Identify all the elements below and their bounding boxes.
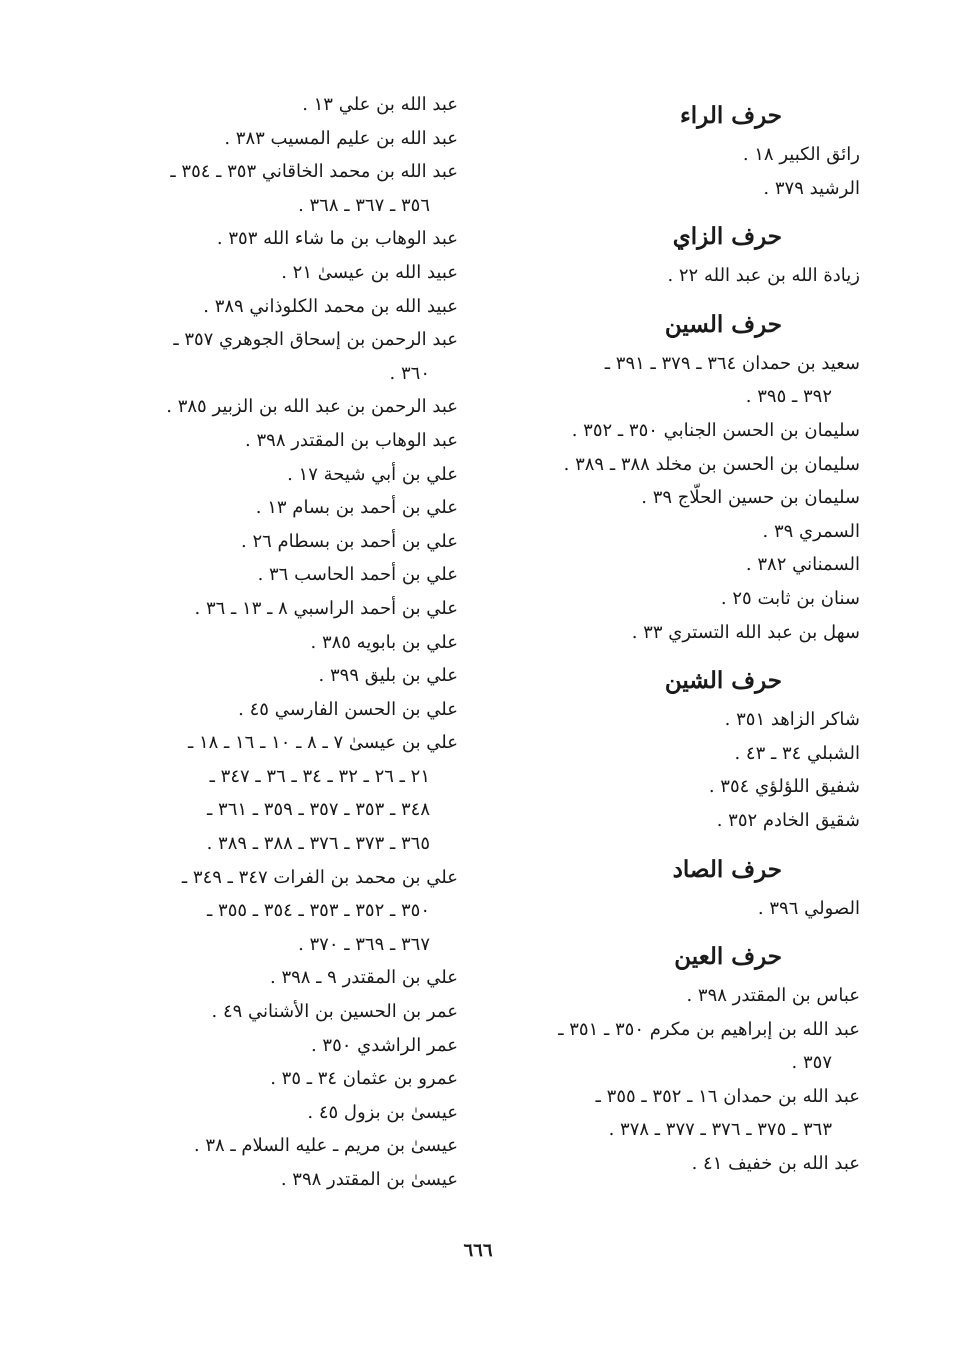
index-entry xyxy=(68,659,458,693)
entry-line: عبد الله بن علي ١٣ . xyxy=(302,94,458,115)
index-entry xyxy=(68,424,458,458)
index-entry xyxy=(460,414,860,448)
index-entry xyxy=(460,548,860,582)
entry-continuation-line: ٣٦٠ . xyxy=(389,362,430,384)
index-entry xyxy=(68,558,458,592)
index-entry xyxy=(68,726,458,860)
entry-continuation-line: ٣٤٨ ـ ٣٥٣ ـ ٣٥٧ ـ ٣٥٩ ـ ٣٦١ ـ xyxy=(207,799,430,821)
index-entry xyxy=(68,390,458,424)
index-entry xyxy=(460,1080,860,1147)
index-entry xyxy=(68,525,458,559)
entry-continuation-line: ٣٥٦ ـ ٣٦٧ ـ ٣٦٨ . xyxy=(298,194,430,216)
letter-section-heading: حرف الزاي xyxy=(672,223,782,251)
entry-line: سعيد بن حمدان ٣٦٤ ـ ٣٧٩ ـ ٣٩١ ـ xyxy=(604,352,860,374)
entry-line: السمناني ٣٨٢ . xyxy=(745,554,860,576)
index-entry xyxy=(68,323,458,390)
index-entry xyxy=(460,448,860,482)
index-entry xyxy=(68,1163,458,1197)
entry-continuation-line: ٣٦٧ ـ ٣٦٩ ـ ٣٧٠ . xyxy=(298,933,430,955)
entry-line: عمر الراشدي ٣٥٠ . xyxy=(310,1034,458,1056)
entry-continuation-line: ٣٦٣ ـ ٣٧٥ ـ ٣٧٦ ـ ٣٧٧ ـ ٣٧٨ . xyxy=(608,1119,832,1141)
entry-line: علي بن أحمد الحاسب ٣٦ . xyxy=(257,564,458,586)
page-number: ٦٦٦ xyxy=(463,1240,493,1261)
entry-line: عبد الله بن حمدان ١٦ ـ ٣٥٢ ـ ٣٥٥ ـ xyxy=(595,1085,860,1107)
entry-line: عبد الوهاب بن المقتدر ٣٩٨ . xyxy=(245,429,458,451)
entry-line: علي بن أحمد بن بسام ١٣ . xyxy=(255,497,458,519)
index-entry xyxy=(460,138,860,172)
entry-line: عمر بن الحسين بن الأشناني ٤٩ . xyxy=(211,1001,458,1023)
index-entry xyxy=(68,1029,458,1063)
entry-line: سليمان بن الحسن الجنابي ٣٥٠ ـ ٣٥٢ . xyxy=(571,419,860,441)
entry-line: علي بن بابويه ٣٨٥ . xyxy=(310,631,458,653)
index-entry xyxy=(68,961,458,995)
index-entry xyxy=(460,172,860,206)
entry-line: السمري ٣٩ . xyxy=(762,520,860,542)
entry-line: شفيق اللؤلؤي ٣٥٤ . xyxy=(708,776,860,798)
entry-line: سنان بن ثابت ٢٥ . xyxy=(720,587,860,609)
entry-line: زيادة الله بن عبد الله ٢٢ . xyxy=(667,265,860,287)
entry-line: عبد الله بن عليم المسيب ٣٨٣ . xyxy=(224,127,458,149)
entry-line: علي بن الحسن الفارسي ٤٥ . xyxy=(238,698,458,720)
entry-line: عيسىٰ بن المقتدر ٣٩٨ . xyxy=(280,1169,458,1190)
letter-section-heading: حرف الراء xyxy=(679,102,782,129)
entry-line: شقيق الخادم ٣٥٢ . xyxy=(716,809,860,831)
index-entry xyxy=(68,1129,458,1163)
index-entry xyxy=(68,592,458,626)
entry-continuation-line: ٣٥٠ ـ ٣٥٢ ـ ٣٥٣ ـ ٣٥٤ ـ ٣٥٥ ـ xyxy=(207,900,430,922)
index-entry xyxy=(68,122,458,156)
index-entry xyxy=(460,737,860,771)
entry-line: علي بن عيسىٰ ٧ ـ ٨ ـ ١٠ ـ ١٦ ـ ١٨ ـ xyxy=(187,732,458,754)
entry-line: عبيد الله بن عيسىٰ ٢١ . xyxy=(281,261,458,283)
index-entry xyxy=(68,693,458,727)
entry-line: عباس بن المقتدر ٣٩٨ . xyxy=(686,985,860,1007)
index-entry xyxy=(68,861,458,962)
entry-line: سليمان بن حسين الحلّاج ٣٩ . xyxy=(641,487,860,509)
entry-line: علي بن محمد بن الفرات ٣٤٧ ـ ٣٤٩ ـ xyxy=(181,866,458,888)
index-entry xyxy=(460,259,860,293)
index-entry xyxy=(460,703,860,737)
entry-line: شاكر الزاهد ٣٥١ . xyxy=(724,709,860,731)
letter-section-heading: حرف الشين xyxy=(664,667,782,695)
entry-line: علي بن أحمد الراسبي ٨ ـ ١٣ ـ ٣٦ . xyxy=(194,597,458,619)
index-entry xyxy=(68,1062,458,1096)
entry-line: الشبلي ٣٤ ـ ٤٣ . xyxy=(734,742,860,764)
entry-line: علي بن أحمد بن بسطام ٢٦ . xyxy=(241,530,458,552)
entry-line: سهل بن عبد الله التستري ٣٣ . xyxy=(631,621,860,643)
letter-section-heading: حرف السين xyxy=(664,310,782,338)
index-entry xyxy=(460,770,860,804)
index-entry xyxy=(460,616,860,650)
entry-line: عيسىٰ بن بزول ٤٥ . xyxy=(307,1101,458,1123)
entry-line: الرشيد ٣٧٩ . xyxy=(763,177,860,199)
entry-continuation-line: ٣٩٢ ـ ٣٩٥ . xyxy=(745,386,832,408)
entry-continuation-line: ٣٦٥ ـ ٣٧٣ ـ ٣٧٦ ـ ٣٨٨ ـ ٣٨٩ . xyxy=(206,833,430,855)
entry-line: علي بن المقتدر ٩ ـ ٣٩٨ . xyxy=(269,967,458,989)
index-entry xyxy=(460,892,860,926)
index-entry xyxy=(460,979,860,1013)
index-entry xyxy=(460,1013,860,1080)
letter-section-heading: حرف الصاد xyxy=(672,855,782,883)
entry-continuation-line: ٣٥٧ . xyxy=(791,1052,832,1074)
entry-line: الصولي ٣٩٦ . xyxy=(757,897,860,919)
index-entry xyxy=(68,995,458,1029)
entry-line: سليمان بن الحسن بن مخلد ٣٨٨ ـ ٣٨٩ . xyxy=(563,453,860,475)
index-column-left xyxy=(68,88,458,1197)
entry-line: عبد الله بن محمد الخاقاني ٣٥٣ ـ ٣٥٤ ـ xyxy=(170,161,458,183)
index-entry xyxy=(68,155,458,222)
index-entry xyxy=(460,515,860,549)
index-entry xyxy=(68,626,458,660)
entry-line: رائق الكبير ١٨ . xyxy=(742,144,860,165)
index-entry xyxy=(68,491,458,525)
index-entry xyxy=(68,458,458,492)
entry-line: عمرو بن عثمان ٣٤ ـ ٣٥ . xyxy=(270,1068,458,1090)
entry-line: عبيد الله بن محمد الكلوذاني ٣٨٩ . xyxy=(203,295,458,317)
index-entry xyxy=(460,1147,860,1181)
index-entry xyxy=(68,1096,458,1130)
entry-line: علي بن بليق ٣٩٩ . xyxy=(318,665,458,687)
entry-line: عيسىٰ بن مريم ـ عليه السلام ـ ٣٨ . xyxy=(193,1135,458,1157)
entry-continuation-line: ٢١ ـ ٢٦ ـ ٣٢ ـ ٣٤ ـ ٣٦ ـ ٣٤٧ ـ xyxy=(209,765,430,787)
index-column-right xyxy=(460,88,860,1181)
index-entry xyxy=(68,256,458,290)
index-entry xyxy=(460,347,860,414)
entry-line: عبد الرحمن بن إسحاق الجوهري ٣٥٧ ـ xyxy=(173,329,458,351)
entry-line: عبد الرحمن بن عبد الله بن الزبير ٣٨٥ . xyxy=(166,396,458,418)
entry-line: علي بن أبي شيحة ١٧ . xyxy=(287,463,458,485)
index-entry xyxy=(68,290,458,324)
index-entry xyxy=(460,481,860,515)
index-entry xyxy=(68,88,458,122)
index-entry xyxy=(68,222,458,256)
entry-line: عبد الله بن إبراهيم بن مكرم ٣٥٠ ـ ٣٥١ ـ xyxy=(558,1018,860,1040)
entry-line: عبد الله بن خفيف ٤١ . xyxy=(691,1153,860,1175)
index-entry xyxy=(460,804,860,838)
letter-section-heading: حرف العين xyxy=(674,943,782,971)
index-entry xyxy=(460,582,860,616)
entry-line: عبد الوهاب بن ما شاء الله ٣٥٣ . xyxy=(216,228,458,250)
